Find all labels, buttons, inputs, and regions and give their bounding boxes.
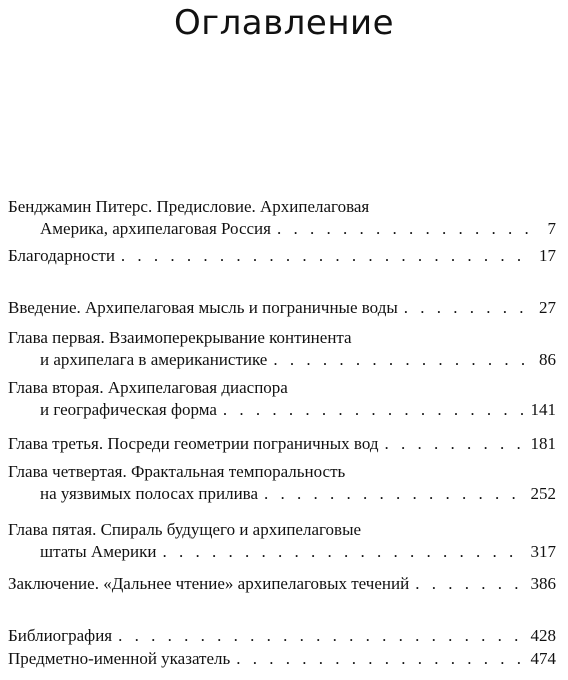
toc-entry <box>8 245 556 267</box>
toc-entry <box>8 377 556 421</box>
toc-entry-title: штаты Америки <box>40 542 157 561</box>
toc-entry <box>8 196 556 240</box>
dot-leader <box>273 349 533 371</box>
dot-leader <box>264 483 524 505</box>
toc-entry-line <box>8 625 556 647</box>
toc-page-number: 27 <box>539 298 556 317</box>
toc-page-number: 252 <box>530 484 556 503</box>
toc-entry-line <box>8 245 556 267</box>
toc-entry-title: и географическая форма <box>40 400 217 419</box>
toc-entry-title: Америка, архипелаговая Россия <box>40 219 271 238</box>
toc-page-number: 474 <box>530 649 556 668</box>
toc-entry-title: Предметно-именной указатель <box>8 649 231 668</box>
dot-leader <box>415 573 524 595</box>
toc-entry-line <box>8 433 556 455</box>
dot-leader <box>236 648 524 670</box>
toc-page-number: 17 <box>539 246 556 265</box>
toc-entry-title: Глава третья. Посреди геометрии пограничных вод <box>8 434 379 453</box>
toc-entry-line <box>8 196 556 218</box>
toc-entry <box>8 461 556 505</box>
toc-entry-line <box>8 297 556 319</box>
toc-entry-line <box>8 349 556 371</box>
dot-leader <box>118 625 524 647</box>
toc-entry <box>8 573 556 595</box>
toc-entry-title: Благодарности <box>8 246 115 265</box>
toc-entry <box>8 648 556 670</box>
toc-page-number: 386 <box>530 574 556 593</box>
toc-entry-line <box>8 483 556 505</box>
dot-leader <box>121 245 533 267</box>
toc-entry-title: Заключение. «Дальнее чтение» архипелаговых течений <box>8 574 410 593</box>
toc-page-number: 7 <box>547 219 556 238</box>
toc-entry-line <box>8 377 556 399</box>
toc-page-number: 141 <box>530 400 556 419</box>
toc-page-number: 181 <box>530 434 556 453</box>
dot-leader <box>277 218 542 240</box>
toc-entry-title: Бенджамин Питерс. Предисловие. Архипелаговая <box>8 197 370 216</box>
toc-entry-title: Введение. Архипелаговая мысль и пограничные воды <box>8 298 398 317</box>
toc-entry <box>8 297 556 319</box>
toc-entry-title: на уязвимых полосах прилива <box>40 484 259 503</box>
dot-leader <box>384 433 524 455</box>
toc-entry-line <box>8 573 556 595</box>
toc-entry-line <box>8 327 556 349</box>
dot-leader <box>162 541 524 563</box>
toc-entry-line <box>8 541 556 563</box>
toc-entry-title: и архипелага в американистике <box>40 350 268 369</box>
toc-entry <box>8 625 556 647</box>
toc-page-number: 317 <box>530 542 556 561</box>
toc-entry-line <box>8 218 556 240</box>
toc-page-number: 86 <box>539 350 556 369</box>
toc-page-number: 428 <box>530 626 556 645</box>
toc-entry-title: Глава четвертая. Фрактальная темпоральность <box>8 462 346 481</box>
toc-entry <box>8 433 556 455</box>
toc-entry-title: Глава первая. Взаимоперекрывание континента <box>8 328 352 347</box>
dot-leader <box>404 297 533 319</box>
toc-entry <box>8 327 556 371</box>
toc-entry-title: Библиография <box>8 626 113 645</box>
toc-entry-line <box>8 461 556 483</box>
toc-entry-line <box>8 519 556 541</box>
toc-entry-line <box>8 399 556 421</box>
toc-entry-line <box>8 648 556 670</box>
toc-entry-title: Глава пятая. Спираль будущего и архипелаговые <box>8 520 362 539</box>
dot-leader <box>223 399 525 421</box>
toc-entry <box>8 519 556 563</box>
page-title: Оглавление <box>173 3 395 43</box>
toc-entry-title: Глава вторая. Архипелаговая диаспора <box>8 378 288 397</box>
